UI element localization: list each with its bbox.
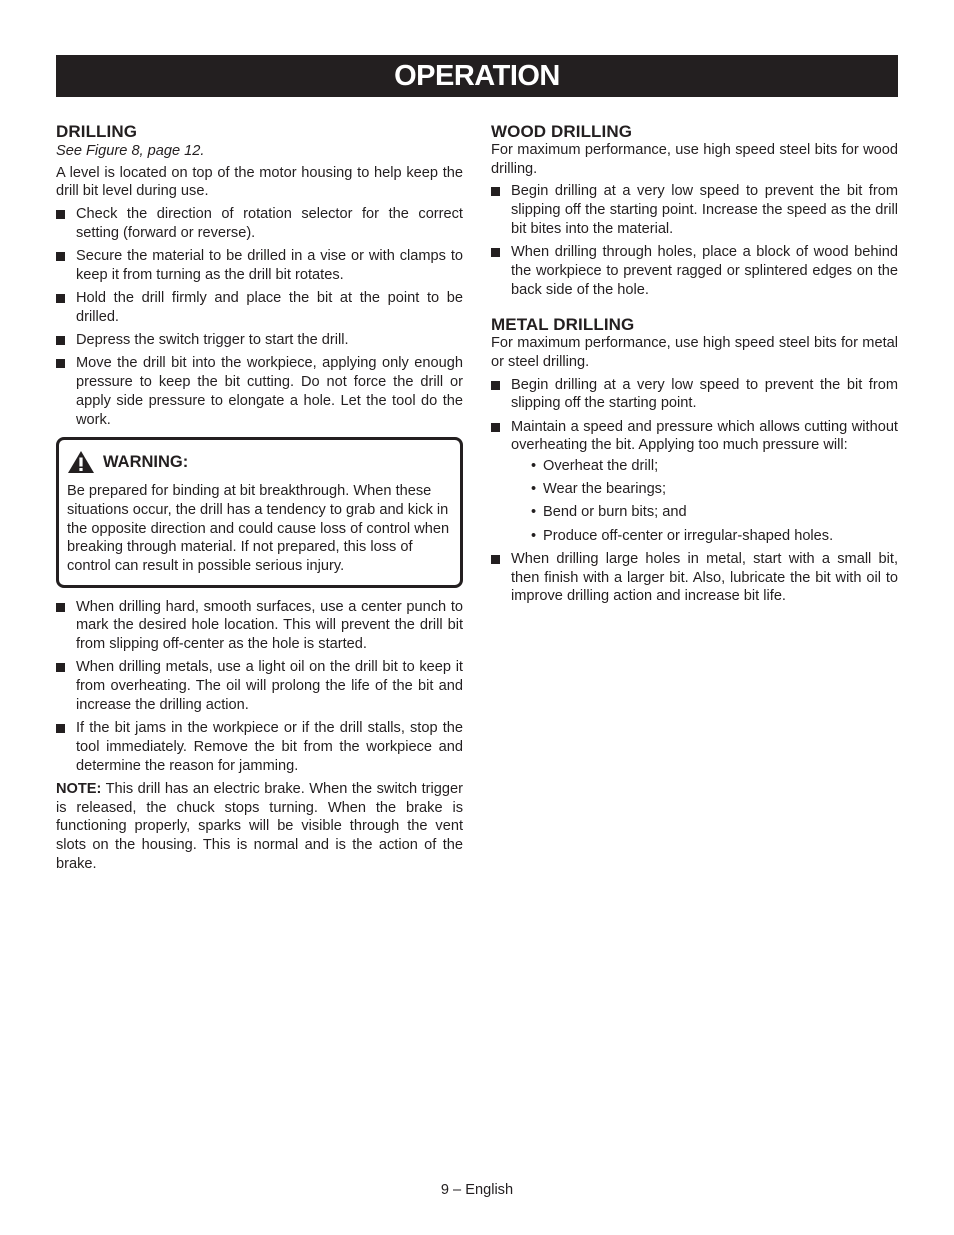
dot-bullet-icon: • [531, 458, 537, 475]
warning-text: Be prepared for binding at bit breakthrough. When these situations occur, the drill has a tendency to grab and kick in the opposite direction and could cause loss of control when breaking through material. If not prepared, this loss of control can result in possible serious injury. [67, 483, 450, 575]
drilling-steps-list [56, 205, 463, 429]
square-bullet-icon [491, 423, 500, 432]
list-item [491, 182, 898, 238]
page-footer [0, 1182, 954, 1198]
sub-list-item [511, 527, 898, 546]
list-item [56, 354, 463, 429]
brake-note [56, 780, 463, 874]
sub-list-item [511, 480, 898, 499]
wood-drilling-heading: WOOD DRILLING [491, 122, 633, 141]
warning-title: WARNING: [103, 452, 189, 471]
list-item-text: If the bit jams in the workpiece or if the drill stalls, stop the tool immediately. Remove the bit from the workpiece and determine the reason for jamming. [76, 720, 463, 774]
dot-bullet-icon: • [531, 481, 537, 498]
drilling-intro: A level is located on top of the motor housing to help keep the drill bit level during use. [56, 164, 463, 200]
list-item-text: When drilling through holes, place a block of wood behind the workpiece to prevent ragged or splintered edges on the back side of the hole. [511, 244, 898, 298]
list-item [56, 719, 463, 775]
sub-list-item [511, 503, 898, 522]
square-bullet-icon [56, 294, 65, 303]
drilling-tips-list [56, 598, 463, 776]
sub-list-item-text: Bend or burn bits; and [543, 504, 687, 521]
list-item-text: When drilling large holes in metal, start with a small bit, then finish with a larger bit. Also, lubricate the bit with oil to improve drilling action and increase bit life. [511, 550, 898, 605]
square-bullet-icon [56, 603, 65, 612]
square-bullet-icon [56, 252, 65, 261]
list-item-text: When drilling metals, use a light oil on the drill bit to keep it from overheating. The oil will prolong the life of the bit and increase the drilling action. [76, 659, 463, 713]
list-item [56, 658, 463, 714]
wood-drilling-intro: For maximum performance, use high speed steel bits for wood drilling. [491, 142, 898, 177]
square-bullet-icon [491, 248, 500, 257]
square-bullet-icon [56, 359, 65, 368]
list-item [491, 418, 898, 546]
metal-drilling-intro: For maximum performance, use high speed steel bits for metal or steel drilling. [491, 335, 898, 370]
square-bullet-icon [491, 187, 500, 196]
metal-drilling-list [491, 376, 898, 606]
list-item-text: When drilling hard, smooth surfaces, use a center punch to mark the desired hole location. This will prevent the drill bit from slipping off-center as the hole is started. [76, 598, 463, 653]
warning-triangle-icon [67, 450, 95, 474]
list-item [491, 550, 898, 606]
list-item-text: Check the direction of rotation selector for the correct setting (forward or reverse). [76, 206, 463, 241]
square-bullet-icon [491, 381, 500, 390]
list-item-text: Maintain a speed and pressure which allows cutting without overheating the bit. Applying too much pressure will: [511, 418, 898, 454]
list-item [56, 331, 463, 350]
metal-drilling-heading: METAL DRILLING [491, 315, 635, 335]
right-column [491, 122, 898, 611]
list-item-text: Move the drill bit into the workpiece, applying only enough pressure to keep the bit cutting. Do not force the drill or apply side pressure to elongate a hole. Let the tool do the work. [76, 355, 463, 428]
square-bullet-icon [56, 724, 65, 733]
sub-list-item [511, 457, 898, 476]
warning-box [56, 437, 463, 588]
note-label: NOTE: [56, 780, 102, 797]
square-bullet-icon [491, 555, 500, 564]
square-bullet-icon [56, 210, 65, 219]
square-bullet-icon [56, 663, 65, 672]
drilling-heading: DRILLING [56, 122, 138, 141]
figure-reference: See Figure 8, page 12. [56, 143, 205, 159]
sub-list-item-text: Produce off-center or irregular-shaped holes. [543, 527, 834, 544]
list-item [491, 243, 898, 299]
page-number: 9 – English [440, 1182, 514, 1198]
page-title-banner [56, 55, 898, 97]
square-bullet-icon [56, 336, 65, 345]
list-item [56, 205, 463, 242]
list-item-text: Secure the material to be drilled in a vise or with clamps to keep it from turning as the drill bit rotates. [76, 248, 463, 283]
dot-bullet-icon: • [531, 504, 537, 521]
list-item-text: Begin drilling at a very low speed to prevent the bit from slipping off the starting point. Increase the speed as the drill bit bites into the material. [511, 183, 898, 237]
sub-list-item-text: Wear the bearings; [543, 481, 667, 498]
wood-drilling-list [491, 182, 898, 299]
list-item [56, 598, 463, 654]
list-item [491, 376, 898, 413]
dot-bullet-icon: • [531, 527, 537, 544]
left-column [56, 122, 463, 873]
list-item-text: Hold the drill firmly and place the bit at the point to be drilled. [76, 290, 463, 325]
list-item [56, 289, 463, 326]
note-text: This drill has an electric brake. When the switch trigger is released, the chuck stops turning. When the brake is functioning properly, sparks will be visible through the vent slots on the housing. This is normal and is the action of the brake. [56, 780, 463, 872]
warning-header [67, 450, 452, 474]
list-item-text: Depress the switch trigger to start the drill. [76, 332, 349, 349]
page-title: OPERATION [394, 59, 560, 92]
overpressure-effects-list [511, 457, 898, 545]
list-item-text: Begin drilling at a very low speed to prevent the bit from slipping off the starting point. [511, 376, 898, 412]
list-item [56, 247, 463, 284]
sub-list-item-text: Overheat the drill; [543, 458, 659, 475]
